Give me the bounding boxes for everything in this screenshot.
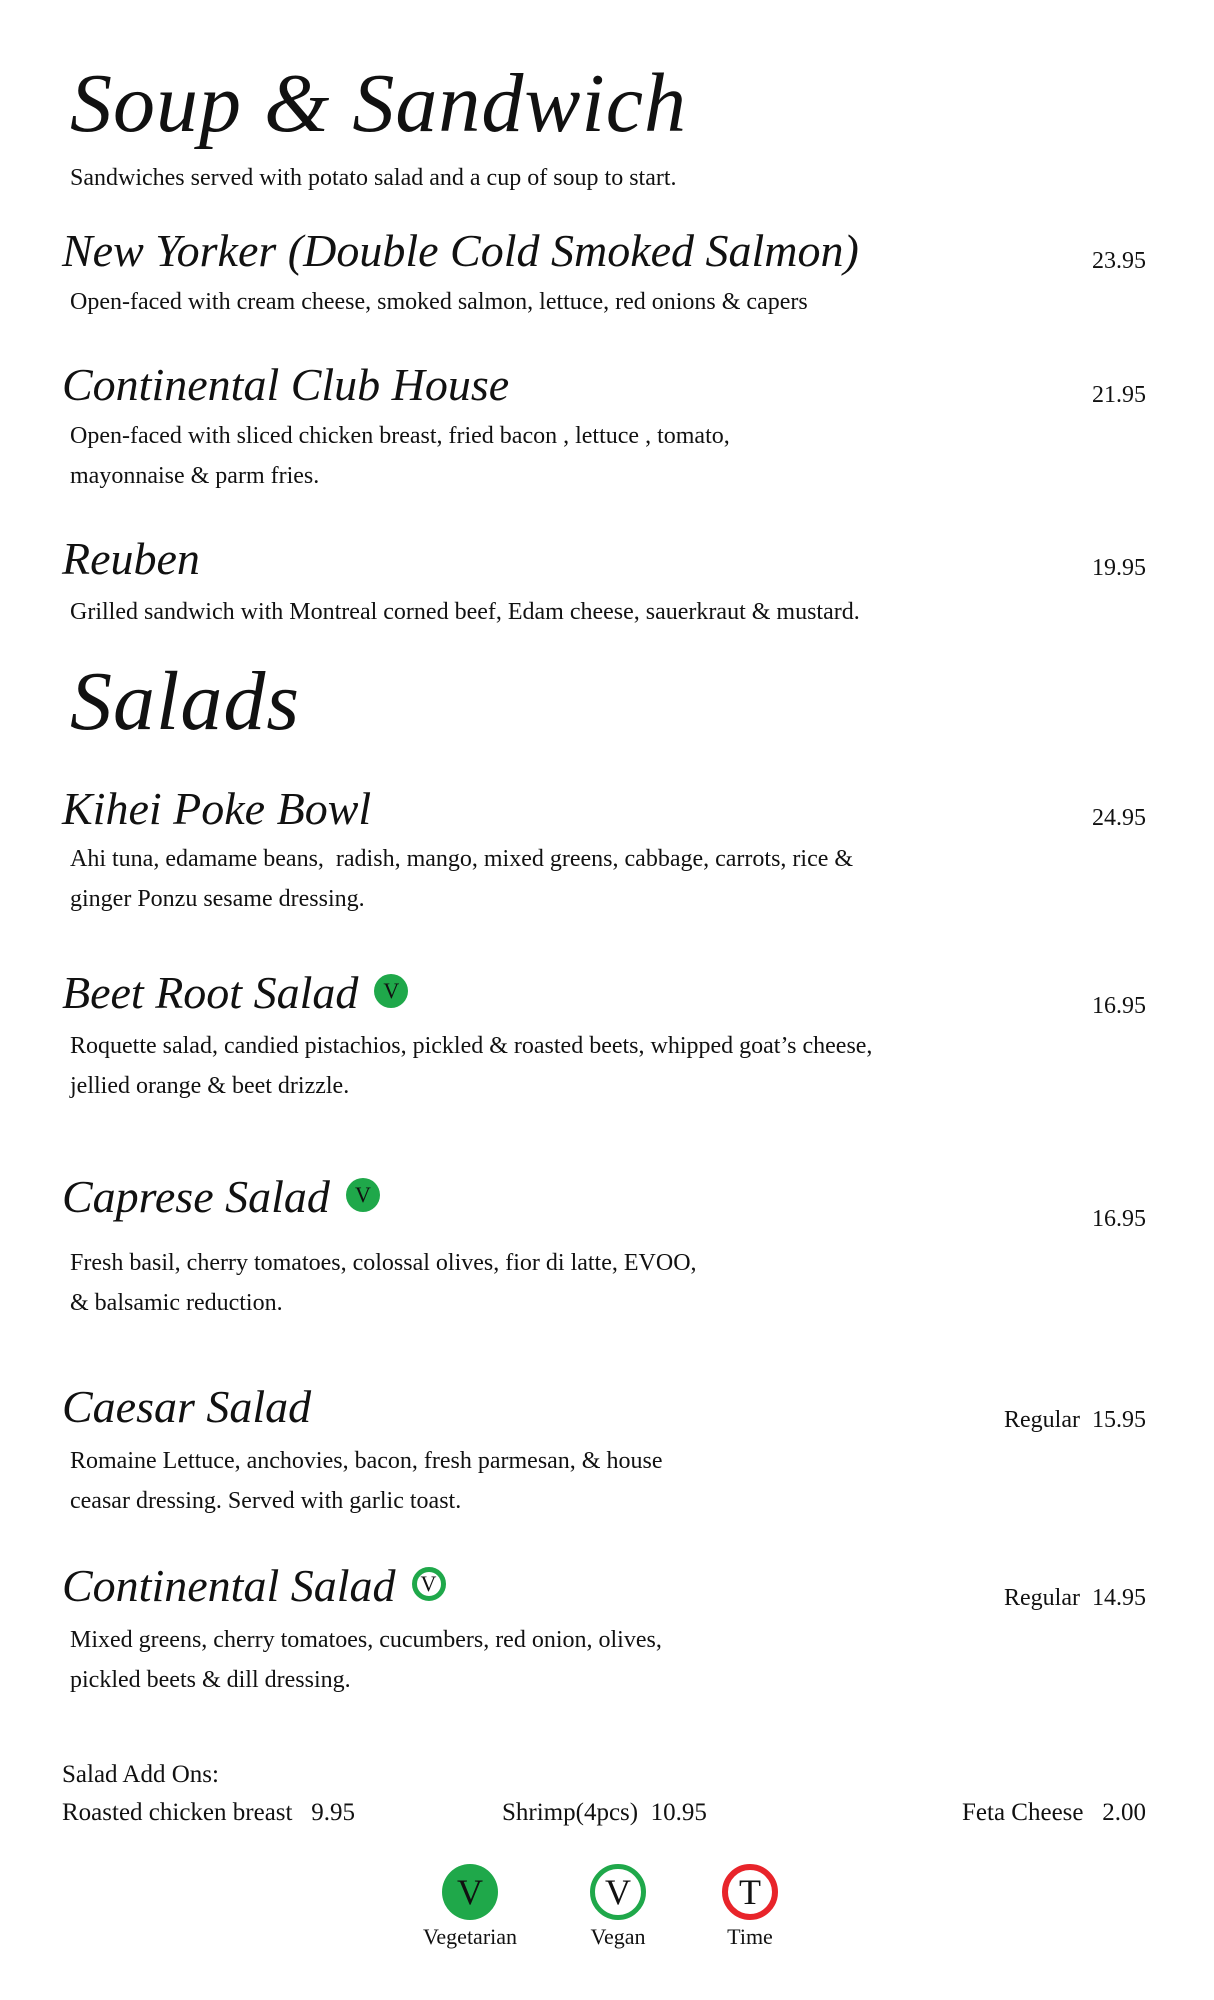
menu-item-name [62,1560,446,1611]
menu-item-title: Beet Root Salad [62,967,359,1018]
menu-item-name [62,533,200,584]
menu-item-price: 16.95 [1092,993,1146,1019]
menu-item-name [62,225,859,276]
vegan-icon: V [590,1864,646,1920]
menu-item-description: Open-faced with sliced chicken breast, fried bacon , lettuce , tomato, [70,423,730,449]
menu-item-description: Grilled sandwich with Montreal corned beef, Edam cheese, sauerkraut & mustard. [70,599,860,625]
vegetarian-badge-icon: V [374,974,408,1008]
menu-item-description: Ahi tuna, edamame beans, radish, mango, mixed greens, cabbage, carrots, rice & [70,846,854,872]
menu-item-description: Roquette salad, candied pistachios, pickled & roasted beets, whipped goat’s cheese, [70,1033,873,1059]
menu-item-title: Continental Salad [62,1560,396,1611]
section-title: Soup & Sandwich [70,57,687,150]
add-on-item: Roasted chicken breast 9.95 [62,1799,355,1826]
menu-item-name [62,1171,380,1222]
vegan-badge-icon: V [412,1567,446,1601]
menu-item-description: jellied orange & beet drizzle. [70,1073,350,1099]
menu-item-description: mayonnaise & parm fries. [70,463,320,489]
add-on-item: Feta Cheese 2.00 [962,1799,1146,1826]
menu-item-price: 19.95 [1092,555,1146,581]
menu-item-title: Caesar Salad [62,1381,312,1432]
menu-item-price: 21.95 [1092,382,1146,408]
menu-item-title: Kihei Poke Bowl [62,783,372,834]
menu-item-description: ginger Ponzu sesame dressing. [70,886,365,912]
add-on-item: Shrimp(4pcs) 10.95 [502,1799,707,1826]
menu-item-name [62,967,408,1018]
section-subtitle: Sandwiches served with potato salad and a cup of soup to start. [70,165,677,191]
legend-label: Vegetarian [422,1924,518,1949]
menu-item-description: pickled beets & dill dressing. [70,1667,351,1693]
menu-item-name [62,1381,312,1432]
menu-item-description: Romaine Lettuce, anchovies, bacon, fresh parmesan, & house [70,1448,663,1474]
menu-item-title: Reuben [62,533,200,584]
menu-item-price: Regular 14.95 [1004,1585,1146,1611]
menu-item-title: Continental Club House [62,359,510,410]
menu-item-price: 16.95 [1092,1206,1146,1232]
legend-item-vegetarian [410,1864,530,1950]
vegetarian-badge-icon: V [346,1178,380,1212]
menu-item-name [62,783,372,834]
section-title: Salads [70,655,301,748]
menu-item-price: 24.95 [1092,805,1146,831]
time-icon: T [722,1864,778,1920]
legend-item-time [690,1864,810,1950]
menu-item-description: Mixed greens, cherry tomatoes, cucumbers, red onion, olives, [70,1627,662,1653]
legend-label: Time [727,1924,773,1949]
menu-item-title: New Yorker (Double Cold Smoked Salmon) [62,225,859,276]
menu-item-description: ceasar dressing. Served with garlic toast. [70,1488,462,1514]
legend-label: Vegan [590,1924,646,1949]
menu-item-description: Fresh basil, cherry tomatoes, colossal olives, fior di latte, EVOO, [70,1250,697,1276]
menu-item-name [62,359,510,410]
legend-item-vegan [558,1864,678,1950]
menu-item-description: & balsamic reduction. [70,1290,283,1316]
add-ons-title: Salad Add Ons: [62,1761,219,1788]
menu-item-price: Regular 15.95 [1004,1407,1146,1433]
menu-item-description: Open-faced with cream cheese, smoked salmon, lettuce, red onions & capers [70,289,808,315]
menu-item-title: Caprese Salad [62,1171,330,1222]
menu-item-price: 23.95 [1092,248,1146,274]
vegetarian-icon: V [442,1864,498,1920]
